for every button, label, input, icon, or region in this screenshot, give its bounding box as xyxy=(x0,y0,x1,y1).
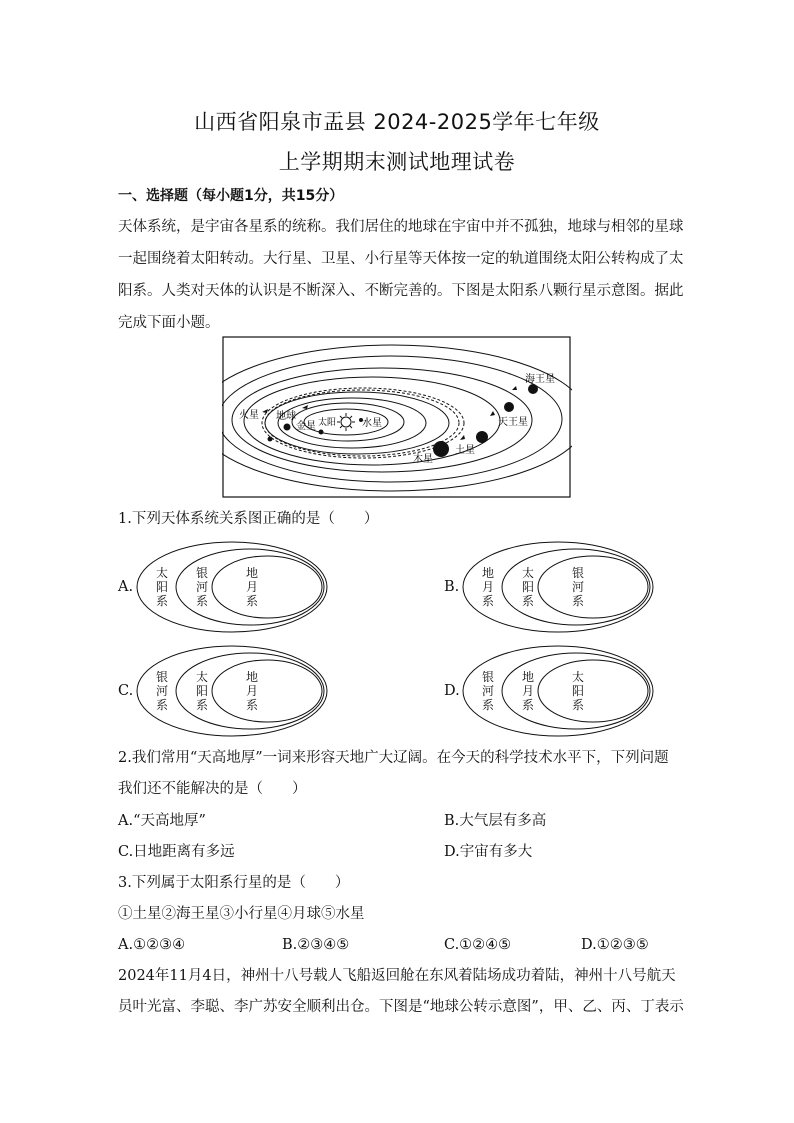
q1-option-c-letter: C. xyxy=(118,683,134,699)
q1-option-a-letter: A. xyxy=(118,579,134,595)
venus-dot xyxy=(319,430,324,435)
q1-option-b-outer-label: 地月系 xyxy=(481,566,494,608)
q2-option-a: A.“天高地厚” xyxy=(118,813,206,829)
q3-items: ①土星②海王星③小行星④月球⑤水星 xyxy=(118,906,365,922)
q3-option-b: B.②③④⑤ xyxy=(282,937,350,953)
neptune-dot xyxy=(528,384,538,394)
q3-option-a: A.①②③④ xyxy=(118,937,186,953)
label-earth: 地球 xyxy=(276,411,296,422)
page-title-line1: 山西省阳泉市盂县 2024-2025学年七年级 xyxy=(194,110,600,134)
q1-option-a-middle-label: 银河系 xyxy=(195,566,208,608)
earth-dot xyxy=(284,424,291,431)
jupiter-dot xyxy=(433,441,449,457)
q1-option-b-middle-label: 太阳系 xyxy=(521,566,534,608)
label-venus: 金星 xyxy=(296,421,316,432)
q1-option-a-outer-label: 太阳系 xyxy=(155,566,168,608)
q1-option-a-inner-label: 地月系 xyxy=(245,566,258,608)
uranus-dot xyxy=(504,402,514,412)
q3-option-c: C.①②④⑤ xyxy=(444,937,512,953)
q2-stem-line1: 2.我们常用“天高地厚”一词来形容天地广大辽阔。在今天的科学技术水平下，下列问题 xyxy=(118,750,669,766)
q2-stem-line2: 我们还不能解决的是（ ） xyxy=(118,781,307,797)
passage-line-2: 员叶光富、李聪、李广苏安全顺利出仓。下图是“地球公转示意图”，甲、乙、丙、丁表示 xyxy=(118,999,684,1015)
q1-option-c-middle-label: 太阳系 xyxy=(195,670,208,712)
label-neptune: 海王星 xyxy=(525,374,555,385)
q1-option-b-inner-label: 银河系 xyxy=(571,566,584,608)
intro-line-4: 完成下面小题。 xyxy=(118,315,220,331)
q2-option-d: D.宇宙有多大 xyxy=(444,844,533,860)
intro-line-1: 天体系统，是宇宙各星系的统称。我们居住的地球在宇宙中并不孤独，地球与相邻的星球 xyxy=(118,219,684,235)
q1-option-d-inner-label: 太阳系 xyxy=(571,670,584,712)
q1-option-d-letter: D. xyxy=(444,683,460,699)
intro-line-3: 阳系。人类对天体的认识是不断深入、不断完善的。下图是太阳系八颗行星示意图。据此 xyxy=(118,283,684,299)
label-saturn: 土星 xyxy=(455,445,475,456)
section-heading: 一、选择题（每小题1分，共15分） xyxy=(118,188,344,204)
label-sun: 太阳 xyxy=(318,418,337,428)
mars-dot xyxy=(268,437,273,442)
q1-stem: 1.下列天体系统关系图正确的是（ ） xyxy=(118,511,379,527)
label-jupiter: 木星 xyxy=(413,454,433,465)
passage-line-1: 2024年11月4日，神州十八号载人飞船返回舱在东风着陆场成功着陆，神州十八号航天 xyxy=(118,968,676,984)
q1-option-b-letter: B. xyxy=(444,579,460,595)
page-title-line2: 上学期期末测试地理试卷 xyxy=(278,150,516,174)
label-uranus: 天王星 xyxy=(498,417,528,428)
saturn-dot xyxy=(476,431,488,443)
q1-option-d-outer-label: 银河系 xyxy=(481,670,494,712)
q1-option-c-inner-label: 地月系 xyxy=(245,670,258,712)
q3-option-d: D.①②③⑤ xyxy=(581,937,649,953)
q2-option-b: B.大气层有多高 xyxy=(444,813,547,829)
label-mercury: 水星 xyxy=(362,418,382,429)
q1-option-c-outer-label: 银河系 xyxy=(155,670,168,712)
q1-option-d-middle-label: 地月系 xyxy=(521,670,534,712)
label-mars: 火星 xyxy=(239,410,259,421)
solar-system-diagram xyxy=(222,336,572,499)
intro-line-2: 一起围绕着太阳转动。大行星、卫星、小行星等天体按一定的轨道围绕太阳公转构成了太 xyxy=(118,251,684,267)
q3-stem: 3.下列属于太阳系行星的是（ ） xyxy=(118,875,350,891)
q2-option-c: C.日地距离有多远 xyxy=(118,844,235,860)
